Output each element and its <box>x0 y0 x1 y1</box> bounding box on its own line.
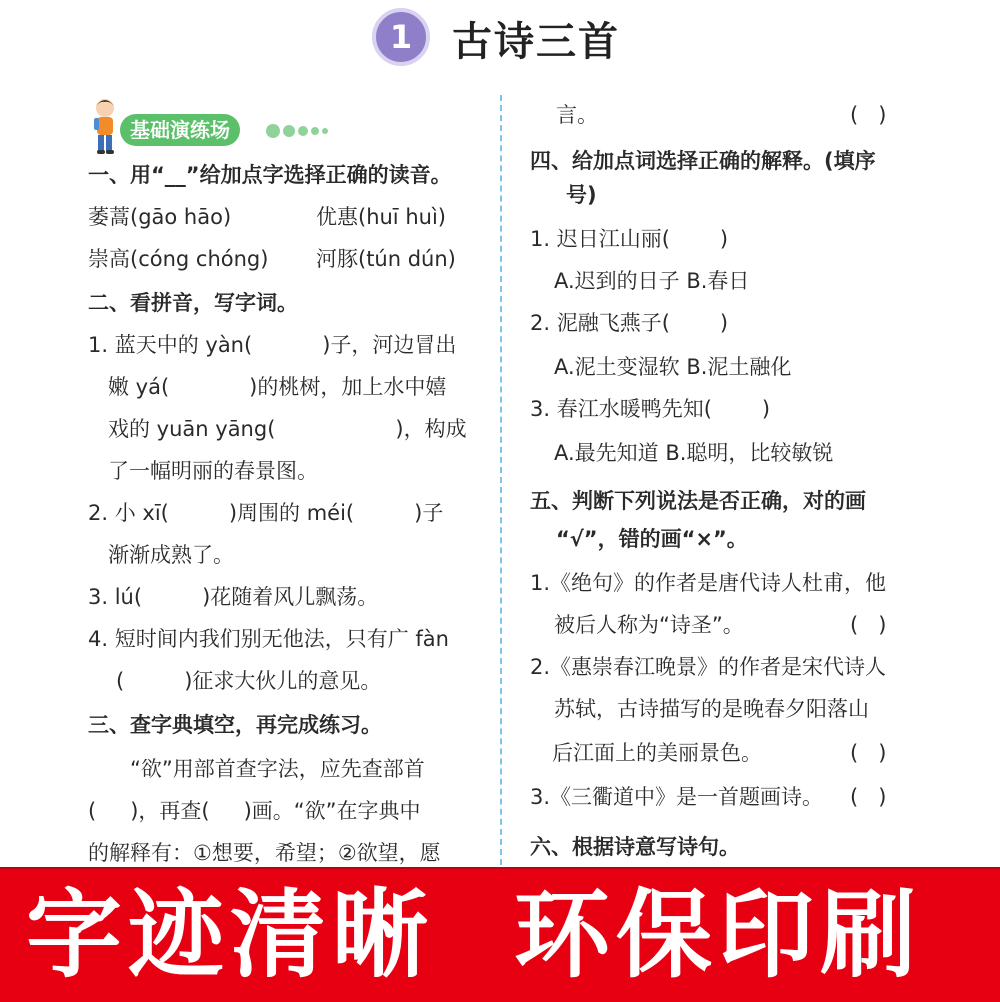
q5-item-2-line2: 苏轼，古诗描写的是晚春夕阳落山 <box>554 697 869 721</box>
q3-line3: 的解释有：①想要，希望；②欲望，愿 <box>88 841 441 865</box>
q1-item-hetun: 河豚(tún dún) <box>316 247 456 271</box>
answer-paren[interactable]: ( ) <box>850 103 887 127</box>
q5-item-1-line1: 1.《绝句》的作者是唐代诗人杜甫，他 <box>530 571 887 595</box>
q5-item-2-line1: 2.《惠崇春江晚景》的作者是宋代诗人 <box>530 655 887 679</box>
question-6-title: 六、根据诗意写诗句。 <box>530 835 740 859</box>
q2-2-line1: 2. 小 xī( )周围的 méi( )子 <box>88 501 444 525</box>
q4-item-1: 1. 迟日江山丽( ) <box>530 227 729 251</box>
page-header <box>0 0 1000 80</box>
promo-text-clear-print: 字迹清晰 <box>26 879 434 991</box>
page-title: 古诗三首 <box>452 19 620 65</box>
q2-1-line4: 了一幅明丽的春景图。 <box>108 459 318 483</box>
q1-item-youhui: 优惠(huī huì) <box>316 205 446 229</box>
question-3-title: 三、查字典填空，再完成练习。 <box>88 713 382 737</box>
q1-item-chonggao: 崇高(cóng chóng) <box>88 247 269 271</box>
continued-text: 言。 <box>556 103 598 127</box>
question-2-title: 二、看拼音，写字词。 <box>88 291 298 315</box>
promo-banner <box>0 867 1000 1002</box>
answer-paren[interactable]: ( ) <box>850 613 887 637</box>
section-banner <box>88 96 368 156</box>
question-4-title-line2: 号) <box>566 183 597 207</box>
q4-item-2-options: A.泥土变湿软 B.泥土融化 <box>554 355 792 379</box>
section-banner-label: 基础演练场 <box>120 114 240 146</box>
q2-2-line2: 渐渐成熟了。 <box>108 543 234 567</box>
q2-4-line2: ( )征求大伙儿的意见。 <box>116 669 382 693</box>
promo-text-eco-print: 环保印刷 <box>514 879 922 991</box>
answer-paren[interactable]: ( ) <box>850 741 887 765</box>
question-4-title-line1: 四、给加点词选择正确的解释。(填序 <box>530 149 876 173</box>
q5-item-1-line2: 被后人称为“诗圣”。 <box>554 613 744 637</box>
q3-line1: “欲”用部首查字法，应先查部首 <box>130 757 425 781</box>
answer-paren[interactable]: ( ) <box>850 785 887 809</box>
q1-item-weihao: 萎蒿(gāo hāo) <box>88 205 232 229</box>
q2-4-line1: 4. 短时间内我们别无他法，只有广 fàn <box>88 627 449 651</box>
question-5-title-line2: “√”，错的画“×”。 <box>556 527 748 551</box>
q2-1-line3: 戏的 yuān yāng( )，构成 <box>108 417 467 441</box>
q5-item-3: 3.《三衢道中》是一首题画诗。 <box>530 785 824 809</box>
q4-item-2: 2. 泥融飞燕子( ) <box>530 311 729 335</box>
q2-1-line2: 嫩 yá( )的桃树，加上水中嬉 <box>108 375 447 399</box>
q3-line2: ( )，再查( )画。“欲”在字典中 <box>88 799 421 823</box>
q4-item-3-options: A.最先知道 B.聪明，比较敏锐 <box>554 441 834 465</box>
question-5-title-line1: 五、判断下列说法是否正确，对的画 <box>530 489 866 513</box>
q5-item-2-line3: 后江面上的美丽景色。 <box>552 741 762 765</box>
q4-item-1-options: A.迟到的日子 B.春日 <box>554 269 750 293</box>
q2-3-line: 3. lú( )花随着风儿飘荡。 <box>88 585 379 609</box>
column-divider <box>500 95 502 865</box>
student-mascot-icon <box>88 96 122 156</box>
question-1-title: 一、用“__”给加点字选择正确的读音。 <box>88 163 452 187</box>
q4-item-3: 3. 春江水暖鸭先知( ) <box>530 397 771 421</box>
decorative-dots <box>266 120 331 139</box>
lesson-number-badge: 1 <box>372 8 430 66</box>
q2-1-line1: 1. 蓝天中的 yàn( )子，河边冒出 <box>88 333 457 357</box>
